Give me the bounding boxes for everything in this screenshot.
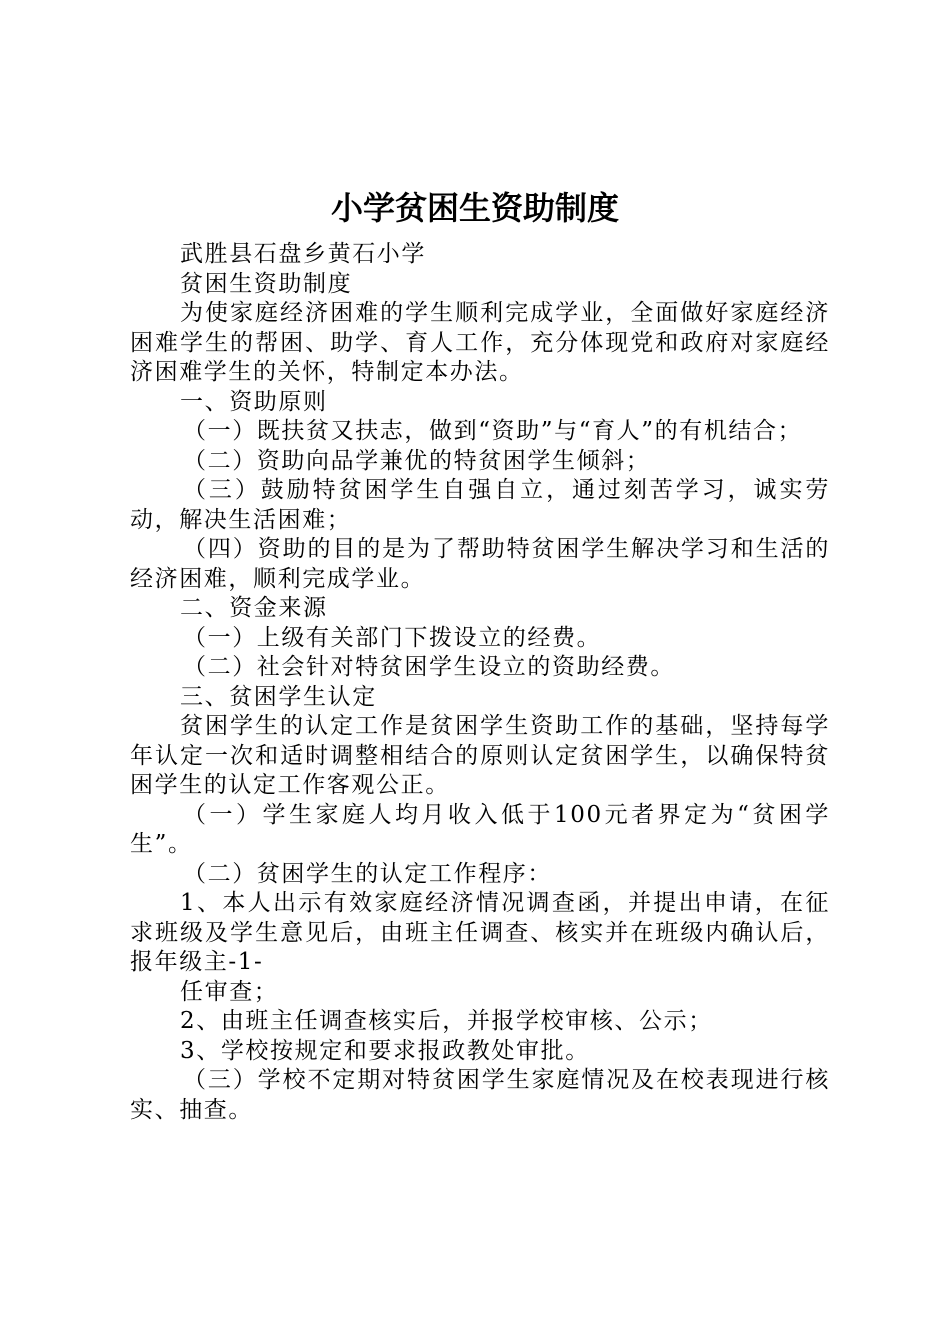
paragraph: 贫困学生的认定工作是贫困学生资助工作的基础，坚持每学年认定一次和适时调整相结合的原则认定贫困学生，以确保特贫困学生的认定工作客观公正。 [130, 713, 830, 798]
document-body [130, 240, 830, 1125]
paragraph: 任审查； [180, 978, 279, 1005]
paragraph: （二）社会针对特贫困学生设立的资助经费。 [183, 654, 675, 680]
paragraph: （三）学校不定期对特贫困学生家庭情况及在校表现进行核实、抽查。 [130, 1067, 830, 1123]
section-heading: 二、资金来源 [180, 595, 328, 621]
paragraph: 1、本人出示有效家庭经济情况调查函，并提出申请，在征求班级及学生意见后，由班主任调查、核实并在班级内确认后，报年级主-1- [130, 890, 830, 975]
paragraph: （一）学生家庭人均月收入低于100元者界定为“贫困学生”。 [130, 801, 830, 857]
paragraph: 3、学校按规定和要求报政教处审批。 [180, 1037, 590, 1064]
paragraph: （三）鼓励特贫困学生自强自立，通过刻苦学习，诚实劳动，解决生活困难； [130, 477, 830, 533]
paragraph: 2、由班主任调查核实后，并报学校审核、公示； [180, 1008, 713, 1034]
document-title: 小学贫困生资助制度 [330, 189, 619, 227]
school-name: 武胜县石盘乡黄石小学 [180, 241, 426, 267]
paragraph: （一）既扶贫又扶志，做到“资助”与“育人”的有机结合； [183, 418, 803, 444]
paragraph: 为使家庭经济困难的学生顺利完成学业，全面做好家庭经济困难学生的帮困、助学、育人工作，充分体现党和政府对家庭经济困难学生的关怀，特制定本办法。 [130, 300, 830, 385]
paragraph: （二）资助向品学兼优的特贫困学生倾斜； [183, 447, 651, 474]
section-heading: 一、资助原则 [180, 388, 328, 415]
paragraph: （二）贫困学生的认定工作程序： [183, 860, 552, 887]
paragraph: （四）资助的目的是为了帮助特贫困学生解决学习和生活的经济困难，顺利完成学业。 [130, 536, 830, 592]
section-heading: 三、贫困学生认定 [180, 683, 377, 710]
subtitle: 贫困生资助制度 [180, 270, 353, 297]
paragraph: （一）上级有关部门下拨设立的经费。 [183, 624, 602, 651]
